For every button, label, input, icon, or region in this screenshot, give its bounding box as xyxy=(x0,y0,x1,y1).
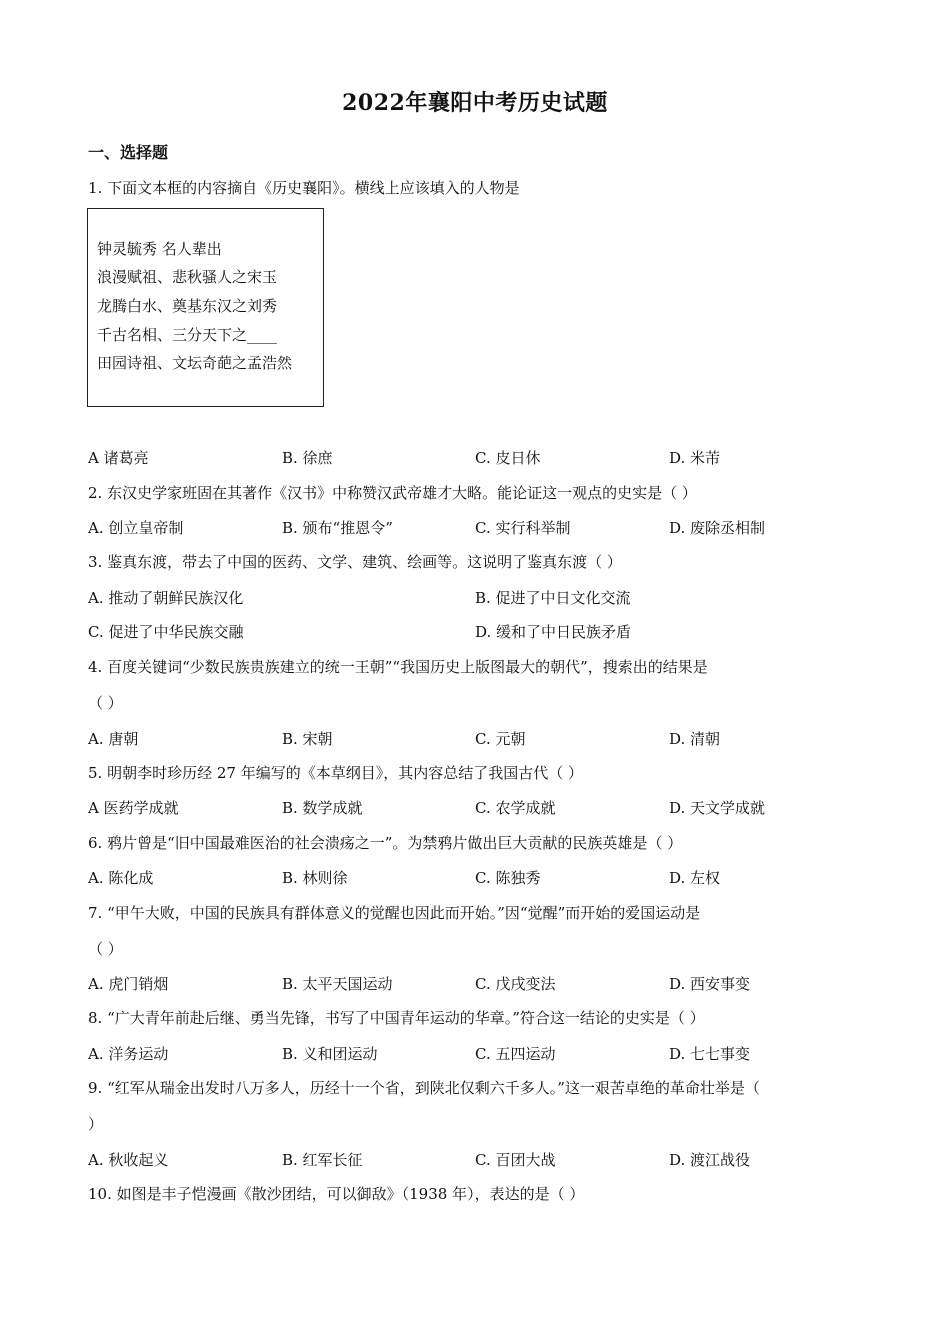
question-1-stem: 1. 下面文本框的内容摘自《历史襄阳》。横线上应该填入的人物是 xyxy=(88,179,520,197)
page-title: 2022年襄阳中考历史试题 xyxy=(342,90,608,116)
q9-option-c: C. 百团大战 xyxy=(475,1151,556,1169)
q5-option-d: D. 天文学成就 xyxy=(669,799,766,817)
question-2-stem: 2. 东汉史学家班固在其著作《汉书》中称赞汉武帝雄才大略。能论证这一观点的史实是（ ） xyxy=(88,484,697,502)
q5-option-a: A 医药学成就 xyxy=(88,799,179,817)
q7-option-d: D. 西安事变 xyxy=(669,975,751,993)
question-3-stem: 3. 鉴真东渡，带去了中国的医药、文学、建筑、绘画等。这说明了鉴真东渡（ ） xyxy=(88,553,622,571)
question-4-stem: 4. 百度关键词“少数民族贵族建立的统一王朝”“我国历史上版图最大的朝代”，搜索出的结果是 xyxy=(88,658,708,676)
question-9-stem-cont: ） xyxy=(88,1115,104,1133)
question-6-stem: 6. 鸦片曾是“旧中国最难医治的社会溃疡之一”。为禁鸦片做出巨大贡献的民族英雄是（ ） xyxy=(88,834,683,852)
section-heading: 一、选择题 xyxy=(88,143,169,162)
question-7-stem-cont: （ ） xyxy=(88,940,123,958)
q8-option-c: C. 五四运动 xyxy=(475,1045,556,1063)
q2-option-c: C. 实行科举制 xyxy=(475,519,571,537)
q3-option-b: B. 促进了中日文化交流 xyxy=(475,589,631,607)
question-10-stem: 10. 如图是丰子恺漫画《散沙团结，可以御敌》（1938 年），表达的是（ ） xyxy=(88,1185,585,1203)
q8-option-d: D. 七七事变 xyxy=(669,1045,751,1063)
quote-line: 钟灵毓秀 名人辈出 xyxy=(97,240,222,258)
q3-option-d: D. 缓和了中日民族矛盾 xyxy=(475,623,632,641)
q3-option-a: A. 推动了朝鲜民族汉化 xyxy=(88,589,244,607)
q9-option-a: A. 秋收起义 xyxy=(88,1151,169,1169)
question-7-stem: 7. “甲午大败，中国的民族具有群体意义的觉醒也因此而开始。”因“觉醒”而开始的爱国运动是 xyxy=(88,904,701,922)
question-5-stem: 5. 明朝李时珍历经 27 年编写的《本草纲目》，其内容总结了我国古代（ ） xyxy=(88,764,583,782)
quote-line: 浪漫赋祖、悲秋骚人之宋玉 xyxy=(97,268,278,286)
q2-option-d: D. 废除丞相制 xyxy=(669,519,766,537)
question-8-stem: 8. “广大青年前赴后继、勇当先锋，书写了中国青年运动的华章。”符合这一结论的史实是（ ） xyxy=(88,1009,705,1027)
question-9-stem: 9. “红军从瑞金出发时八万多人，历经十一个省，到陕北仅剩六千多人。”这一艰苦卓绝的革命壮举是（ xyxy=(88,1079,760,1097)
q7-option-a: A. 虎门销烟 xyxy=(88,975,169,993)
q8-option-a: A. 洋务运动 xyxy=(88,1045,169,1063)
q7-option-c: C. 戊戌变法 xyxy=(475,975,556,993)
q4-option-b: B. 宋朝 xyxy=(282,730,333,748)
question-4-stem-cont: （ ） xyxy=(88,694,123,712)
q3-option-c: C. 促进了中华民族交融 xyxy=(88,623,244,641)
q1-option-b: B. 徐庶 xyxy=(282,449,333,467)
q2-option-a: A. 创立皇帝制 xyxy=(88,519,184,537)
quote-textbox xyxy=(87,208,324,407)
q4-option-a: A. 唐朝 xyxy=(88,730,139,748)
q5-option-b: B. 数学成就 xyxy=(282,799,363,817)
q1-option-d: D. 米芾 xyxy=(669,449,721,467)
q7-option-b: B. 太平天国运动 xyxy=(282,975,393,993)
quote-line: 田园诗祖、文坛奇葩之孟浩然 xyxy=(97,354,293,372)
q8-option-b: B. 义和团运动 xyxy=(282,1045,378,1063)
q9-option-b: B. 红军长征 xyxy=(282,1151,363,1169)
q6-option-d: D. 左权 xyxy=(669,869,721,887)
q5-option-c: C. 农学成就 xyxy=(475,799,556,817)
quote-line: 千古名相、三分天下之____ xyxy=(97,326,278,344)
q4-option-c: C. 元朝 xyxy=(475,730,526,748)
q4-option-d: D. 清朝 xyxy=(669,730,721,748)
q1-option-c: C. 皮日休 xyxy=(475,449,541,467)
q6-option-a: A. 陈化成 xyxy=(88,869,154,887)
q6-option-c: C. 陈独秀 xyxy=(475,869,541,887)
quote-line: 龙腾白水、奠基东汉之刘秀 xyxy=(97,297,278,315)
q1-option-a: A 诸葛亮 xyxy=(88,449,149,467)
q2-option-b: B. 颁布“推恩令” xyxy=(282,519,393,537)
q9-option-d: D. 渡江战役 xyxy=(669,1151,751,1169)
q6-option-b: B. 林则徐 xyxy=(282,869,348,887)
